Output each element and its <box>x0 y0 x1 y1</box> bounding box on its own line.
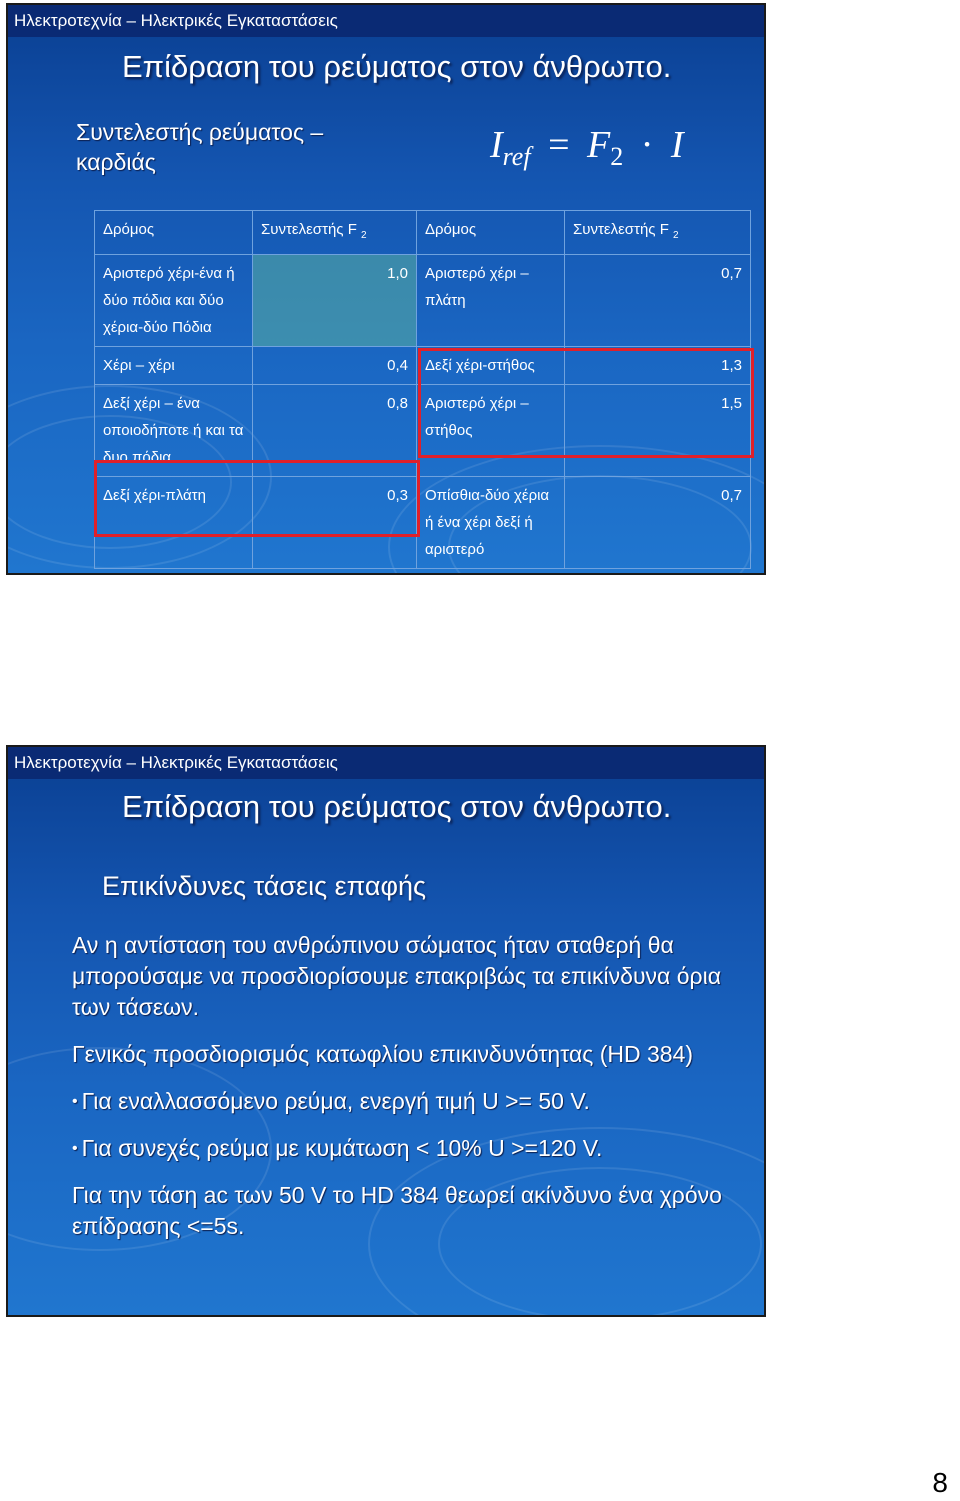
table-cell: 0,7 <box>565 477 751 569</box>
table-cell: 0,7 <box>565 255 751 347</box>
paragraph: Αν η αντίσταση του ανθρώπινου σώματος ήταν σταθερή θα μπορούσαμε να προσδιορίσουμε επακριβώς τα επικίνδυνα όρια των τάσεων. <box>72 932 721 1020</box>
formula <box>490 123 684 172</box>
formula-dot: · <box>640 124 654 166</box>
formula-f: F <box>587 124 611 166</box>
list-item: • Για συνεχές ρεύμα με κυμάτωση < 10% U >=120 V. <box>72 1135 603 1161</box>
formula-lhs: I <box>490 124 503 166</box>
bullet-icon: • <box>72 1140 78 1157</box>
table-cell: 1,5 <box>565 385 751 477</box>
table-cell: 0,8 <box>253 385 417 477</box>
table-cell: 0,4 <box>253 347 417 385</box>
table-cell: Αριστερό χέρι-ένα ή δύο πόδια και δύο χέρια-δύο Πόδια <box>95 255 253 347</box>
formula-f-sub: 2 <box>610 142 624 171</box>
table-cell: Δεξί χέρι-πλάτη <box>95 477 253 569</box>
table-cell: Δεξί χέρι-στήθος <box>417 347 565 385</box>
slide-subtitle: Επικίνδυνες τάσεις επαφής <box>102 871 427 901</box>
slide-2 <box>6 745 766 1317</box>
table-cell: Οπίσθια-δύο χέρια ή ένα χέρι δεξί ή αριστερό <box>417 477 565 569</box>
formula-rhs: I <box>670 124 684 166</box>
table-row <box>95 255 751 347</box>
slide-header: Ηλεκτροτεχνία – Ηλεκτρικές Εγκαταστάσεις <box>8 747 764 779</box>
table-cell: 0,3 <box>253 477 417 569</box>
page-number: 8 <box>932 1467 948 1498</box>
slide-body <box>72 930 752 1258</box>
coefficient-label: Συντελεστής ρεύματος – καρδιάς <box>76 119 324 175</box>
bullet-icon: • <box>72 1093 78 1110</box>
slide-header: Ηλεκτροτεχνία – Ηλεκτρικές Εγκαταστάσεις <box>8 5 764 37</box>
list-item: • Για εναλλασσόμενο ρεύμα, ενεργή τιμή U >= 50 V. <box>72 1088 590 1114</box>
table-header-cell: Συντελεστής F $_2$ <box>253 211 417 255</box>
slide-1 <box>6 3 766 575</box>
highlight-box-left-hand-chest <box>418 348 754 458</box>
table-header-cell: Συντελεστής F $_2$ <box>565 211 751 255</box>
table-cell: Αριστερό χέρι – πλάτη <box>417 255 565 347</box>
formula-lhs-sub: ref <box>502 142 531 171</box>
table-cell: Χέρι – χέρι <box>95 347 253 385</box>
formula-equals: = <box>548 124 570 166</box>
table-cell: Δεξί χέρι – ένα οποιοδήποτε ή και τα δυο πόδια <box>95 385 253 477</box>
table-cell: 1,3 <box>565 347 751 385</box>
table-header-cell: Δρόμος <box>417 211 565 255</box>
highlight-box-right-hand-back <box>94 460 420 537</box>
table-cell: 1,0 <box>253 255 417 347</box>
paragraph: Γενικός προσδιορισμός κατωφλίου επικινδυνότητας (HD 384) <box>72 1041 694 1067</box>
slide-title: Επίδραση του ρεύματος στον άνθρωπο. <box>122 789 672 824</box>
table-header-cell: Δρόμος <box>95 211 253 255</box>
table-cell: Αριστερό χέρι – στήθος <box>417 385 565 477</box>
paragraph: Για την τάση ac των 50 V το HD 384 θεωρεί ακίνδυνο ένα χρόνο επίδρασης <=5s. <box>72 1182 722 1239</box>
slide-title: Επίδραση του ρεύματος στον άνθρωπο. <box>122 49 672 84</box>
table-header-row <box>95 211 751 255</box>
